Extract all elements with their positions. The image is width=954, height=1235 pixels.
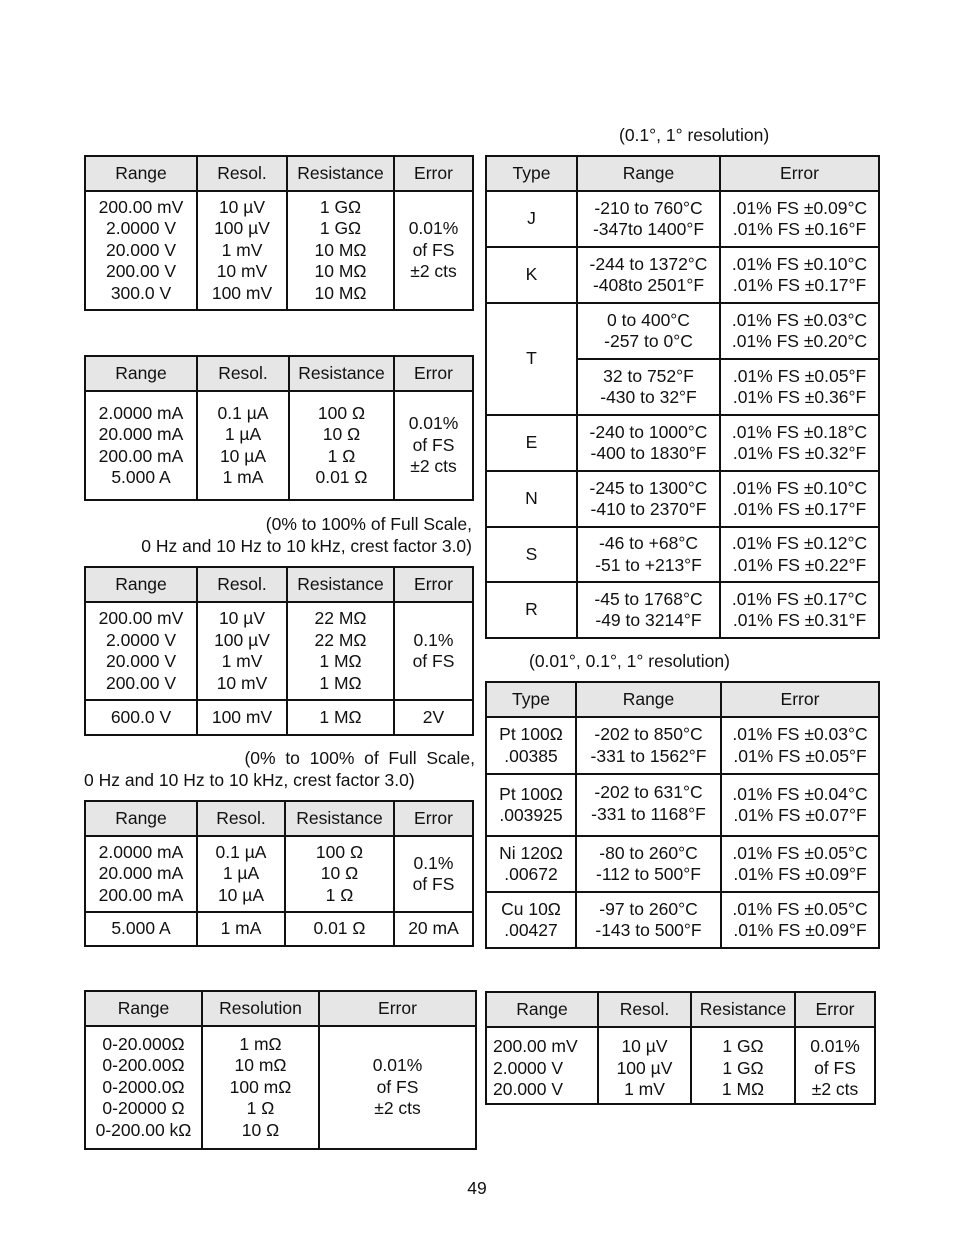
page-number: 49 (467, 1178, 487, 1198)
cell-error: 0.01% of FS ±2 cts (795, 1027, 875, 1104)
col-header-range: Range (577, 156, 720, 191)
cell-resistance: 1 GΩ 1 GΩ 10 MΩ 10 MΩ 10 MΩ (287, 191, 394, 310)
cell-resistance: 0.01 Ω (285, 912, 394, 946)
thermocouple-resolution-caption: (0.1°, 1° resolution) (619, 125, 770, 145)
cell-type: J (486, 191, 577, 247)
cell-error: 0.1% of FS (394, 602, 473, 700)
col-header-range: Range (85, 567, 197, 602)
cell-range: 5.000 A (85, 912, 197, 946)
cell-resistance: 100 Ω 10 Ω 1 Ω 0.01 Ω (289, 391, 394, 500)
cell-range: -80 to 260°C -112 to 500°F (576, 836, 721, 892)
cell-error: 0.01% of FS ±2 cts (394, 391, 473, 500)
thermocouple-table (485, 155, 880, 639)
col-header-error: Error (721, 682, 879, 717)
cell-range: 200.00 mV 2.0000 V 20.000 V 200.00 V (85, 602, 197, 700)
cell-range: -202 to 850°C -331 to 1562°F (576, 717, 721, 774)
cell-range: 0-20.000Ω 0-200.00Ω 0-2000.0Ω 0-20000 Ω 0-200.00 kΩ (85, 1026, 202, 1149)
cell-type: S (486, 527, 577, 582)
col-header-error: Error (394, 567, 473, 602)
cell-error: .01% FS ±0.09°C .01% FS ±0.16°F (720, 191, 879, 247)
col-header-error: Error (394, 156, 473, 191)
col-header-range: Range (85, 991, 202, 1026)
cell-error: .01% FS ±0.18°C .01% FS ±0.32°F (720, 415, 879, 471)
cell-range: -210 to 760°C -347to 1400°F (577, 191, 720, 247)
cell-resolution: 1 mΩ 10 mΩ 100 mΩ 1 Ω 10 Ω (202, 1026, 319, 1149)
cell-error: 0.01% of FS ±2 cts (394, 191, 473, 310)
cell-range: 32 to 752°F -430 to 32°F (577, 359, 720, 415)
ac-current-caption-line2: 0 Hz and 10 Hz to 10 kHz, crest factor 3.0) (84, 770, 415, 790)
col-header-range: Range (85, 156, 197, 191)
rtd-resolution-caption: (0.01°, 0.1°, 1° resolution) (529, 651, 730, 671)
cell-range: 2.0000 mA 20.000 mA 200.00 mA 5.000 A (85, 391, 197, 500)
cell-resolution: 100 mV (197, 700, 287, 735)
cell-type: E (486, 415, 577, 471)
cell-error: 0.1% of FS (394, 836, 473, 912)
ac-current-table (84, 800, 474, 947)
cell-range: 600.0 V (85, 700, 197, 735)
cell-range: -46 to +68°C -51 to +213°F (577, 527, 720, 582)
col-header-resolution: Resol. (598, 992, 691, 1027)
col-header-resistance: Resistance (289, 356, 394, 391)
col-header-resistance: Resistance (285, 801, 394, 836)
col-header-resistance: Resistance (691, 992, 795, 1027)
col-header-range: Range (486, 992, 598, 1027)
cell-range: -244 to 1372°C -408to 2501°F (577, 247, 720, 303)
cell-resolution: 1 mA (197, 912, 285, 946)
cell-error: .01% FS ±0.05°F .01% FS ±0.36°F (720, 359, 879, 415)
col-header-type: Type (486, 682, 576, 717)
col-header-range: Range (576, 682, 721, 717)
cell-error: .01% FS ±0.12°C .01% FS ±0.22°F (720, 527, 879, 582)
cell-type: Pt 100Ω .003925 (486, 774, 576, 836)
cell-resistance: 22 MΩ 22 MΩ 1 MΩ 1 MΩ (287, 602, 394, 700)
rtd-table (485, 681, 880, 949)
millivolt-table (485, 991, 876, 1105)
cell-type: K (486, 247, 577, 303)
cell-range: 200.00 mV 2.0000 V 20.000 V (486, 1027, 598, 1104)
col-header-resolution: Resol. (197, 567, 287, 602)
ac-voltage-table (84, 566, 474, 736)
ac-current-caption-line1: (0% to 100% of Full Scale, (244, 748, 475, 768)
cell-error: 20 mA (394, 912, 473, 946)
cell-resolution: 10 µV 100 µV 1 mV 10 mV (197, 602, 287, 700)
col-header-resolution: Resol. (197, 156, 287, 191)
cell-resolution: 10 µV 100 µV 1 mV (598, 1027, 691, 1104)
cell-type: R (486, 582, 577, 638)
col-header-error: Error (720, 156, 879, 191)
col-header-range: Range (85, 356, 197, 391)
cell-error: .01% FS ±0.05°C .01% FS ±0.09°F (721, 892, 879, 948)
col-header-resistance: Resistance (287, 156, 394, 191)
cell-resolution: 0.1 µA 1 µA 10 µA 1 mA (197, 391, 289, 500)
cell-range: -240 to 1000°C -400 to 1830°F (577, 415, 720, 471)
cell-resistance: 1 GΩ 1 GΩ 1 MΩ (691, 1027, 795, 1104)
col-header-error: Error (795, 992, 875, 1027)
cell-error: 0.01% of FS ±2 cts (319, 1026, 476, 1149)
cell-error: .01% FS ±0.03°C .01% FS ±0.20°C (720, 303, 879, 359)
cell-resolution: 10 µV 100 µV 1 mV 10 mV 100 mV (197, 191, 287, 310)
cell-range: -202 to 631°C -331 to 1168°F (576, 774, 721, 836)
col-header-resolution: Resolution (202, 991, 319, 1026)
cell-range: 2.0000 mA 20.000 mA 200.00 mA (85, 836, 197, 912)
cell-type: Ni 120Ω .00672 (486, 836, 576, 892)
col-header-error: Error (394, 356, 473, 391)
col-header-type: Type (486, 156, 577, 191)
cell-error: .01% FS ±0.17°C .01% FS ±0.31°F (720, 582, 879, 638)
cell-type: Pt 100Ω .00385 (486, 717, 576, 774)
cell-error: .01% FS ±0.03°C .01% FS ±0.05°F (721, 717, 879, 774)
resistance-table (84, 990, 477, 1150)
cell-resistance: 1 MΩ (287, 700, 394, 735)
cell-error: .01% FS ±0.10°C .01% FS ±0.17°F (720, 247, 879, 303)
cell-range: 200.00 mV 2.0000 V 20.000 V 200.00 V 300.0 V (85, 191, 197, 310)
cell-range: -97 to 260°C -143 to 500°F (576, 892, 721, 948)
cell-error: .01% FS ±0.10°C .01% FS ±0.17°F (720, 471, 879, 527)
col-header-resistance: Resistance (287, 567, 394, 602)
dc-current-table (84, 355, 474, 501)
cell-range: -45 to 1768°C -49 to 3214°F (577, 582, 720, 638)
cell-range: -245 to 1300°C -410 to 2370°F (577, 471, 720, 527)
cell-error: 2V (394, 700, 473, 735)
cell-error: .01% FS ±0.04°C .01% FS ±0.07°F (721, 774, 879, 836)
cell-type: Cu 10Ω .00427 (486, 892, 576, 948)
col-header-resolution: Resol. (197, 801, 285, 836)
col-header-range: Range (85, 801, 197, 836)
cell-type: N (486, 471, 577, 527)
cell-type: T (486, 303, 577, 415)
cell-resistance: 100 Ω 10 Ω 1 Ω (285, 836, 394, 912)
dc-voltage-table (84, 155, 474, 311)
cell-resolution: 0.1 µA 1 µA 10 µA (197, 836, 285, 912)
col-header-error: Error (319, 991, 476, 1026)
cell-range: 0 to 400°C -257 to 0°C (577, 303, 720, 359)
col-header-error: Error (394, 801, 473, 836)
cell-error: .01% FS ±0.05°C .01% FS ±0.09°F (721, 836, 879, 892)
ac-voltage-caption: (0% to 100% of Full Scale, 0 Hz and 10 Hz to 10 kHz, crest factor 3.0) (141, 514, 472, 556)
col-header-resolution: Resol. (197, 356, 289, 391)
